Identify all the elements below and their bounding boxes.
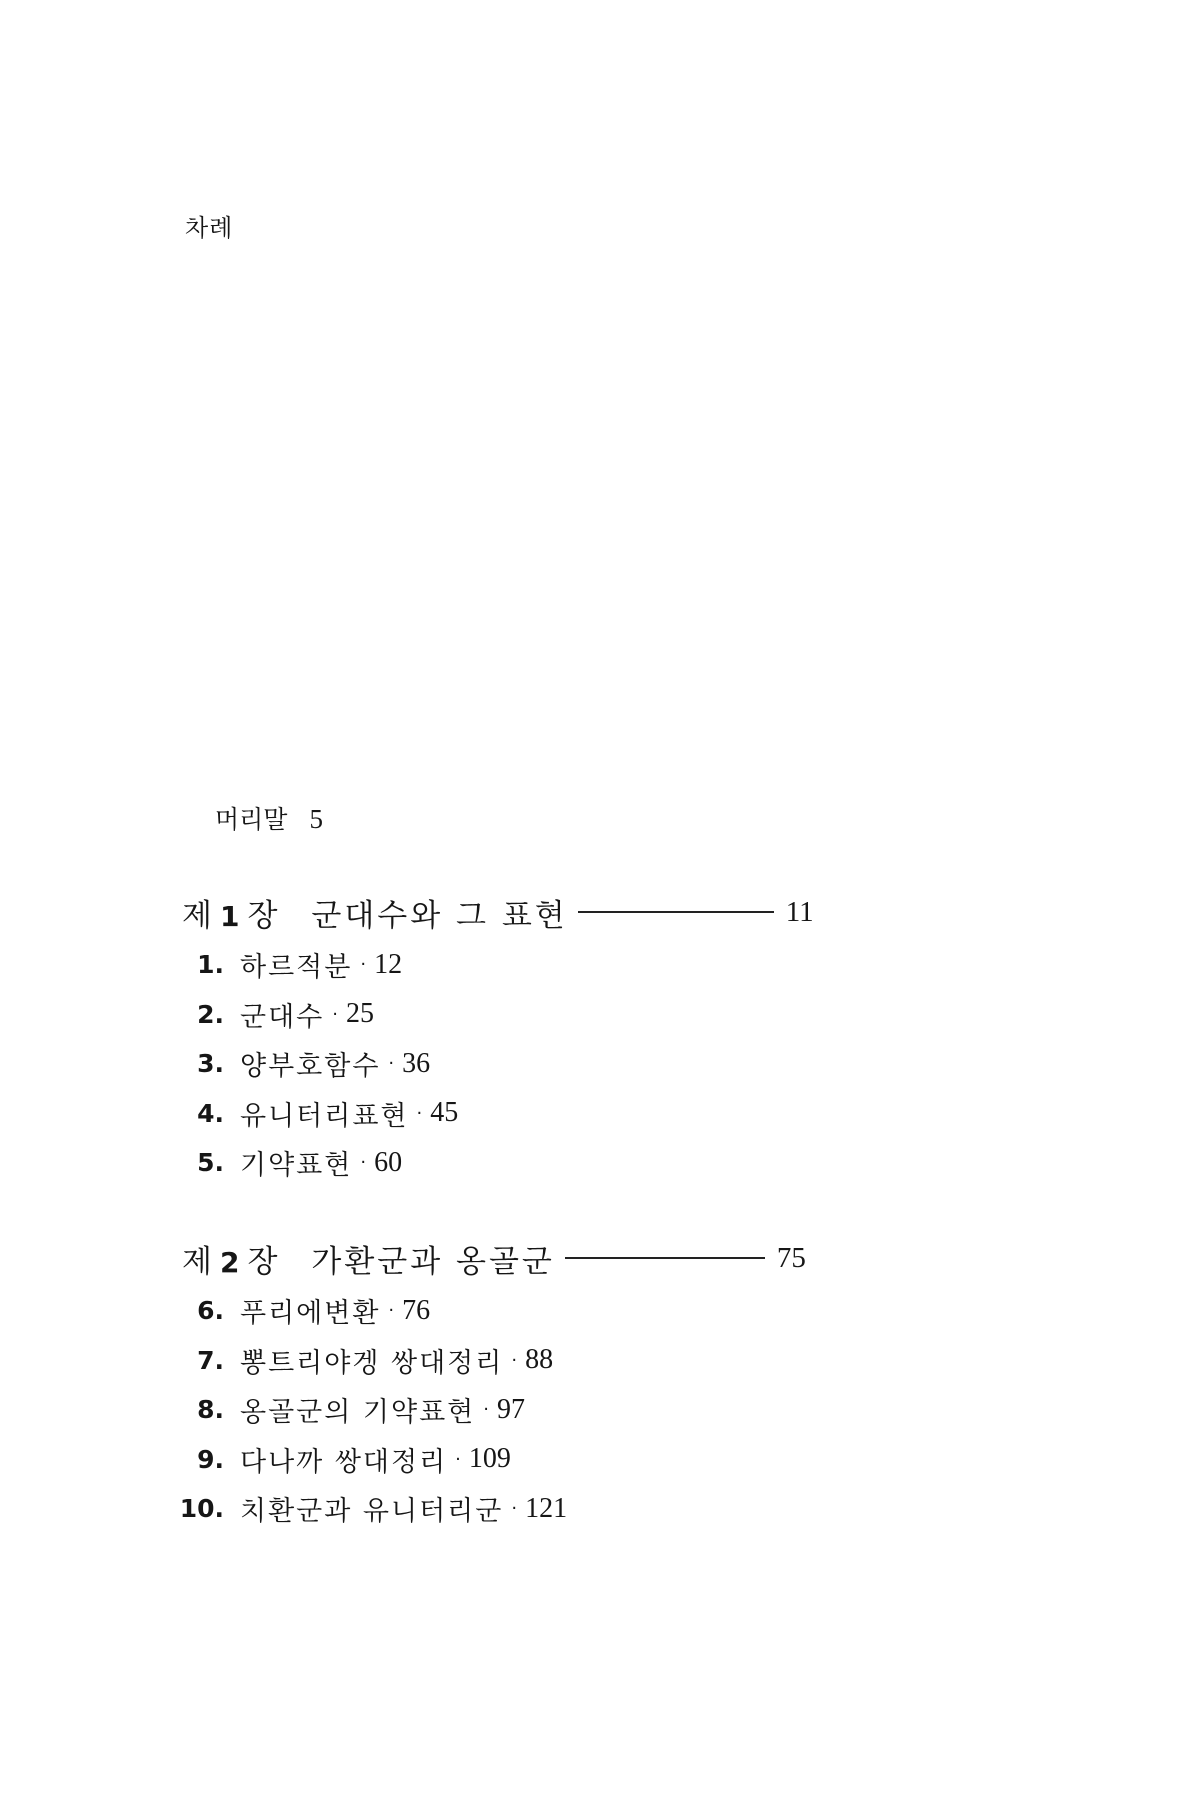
entry-number: 7. <box>197 1345 224 1375</box>
page-title: 차례 <box>185 214 234 242</box>
entry-title: 옹골군의 기약표현 <box>240 1397 476 1429</box>
entry-page: 45 <box>430 1097 459 1129</box>
entry-title: 다나까 쌍대정리 <box>240 1446 448 1478</box>
entry-title: 군대수 <box>240 1001 325 1033</box>
entry-page: 12 <box>374 948 403 980</box>
entry-separator: · <box>455 1448 461 1470</box>
entry-page: 76 <box>402 1294 431 1326</box>
entry-page: 36 <box>402 1047 431 1079</box>
chapter-label-suffix: 장 <box>247 897 280 934</box>
chapter-title: 가환군과 옹골군 <box>311 1243 555 1280</box>
entry-title: 푸리에변환 <box>240 1298 381 1330</box>
entry-page: 97 <box>496 1393 525 1425</box>
entry-page: 60 <box>374 1146 403 1178</box>
chapter-page: 11 <box>785 895 814 928</box>
entry-number: 9. <box>197 1444 224 1474</box>
entry-separator: · <box>388 1300 395 1322</box>
preface-label: 머리말 <box>215 805 288 834</box>
entry-separator: · <box>483 1399 489 1421</box>
toc-entry <box>182 940 814 990</box>
entry-title: 뽕트리야겡 쌍대정리 <box>240 1347 504 1379</box>
entry-page: 109 <box>468 1443 511 1475</box>
toc-entry <box>182 1089 814 1139</box>
toc-chapter-2 <box>179 1236 806 1534</box>
entry-separator: · <box>360 1152 367 1174</box>
chapter-label-suffix: 장 <box>247 1243 280 1280</box>
entry-title: 하르적분 <box>240 952 353 984</box>
chapter-label <box>182 890 279 935</box>
entry-separator: · <box>416 1102 423 1124</box>
toc-entry <box>182 1385 806 1435</box>
toc-entry <box>182 990 814 1040</box>
entry-page: 88 <box>525 1344 554 1376</box>
chapter-label-prefix: 제 <box>182 897 214 934</box>
toc-entry <box>182 1336 806 1386</box>
entry-number: 4. <box>197 1098 224 1128</box>
chapter-number: 1 <box>219 899 242 933</box>
leader-line <box>578 911 774 913</box>
toc-entry <box>182 1286 806 1336</box>
entry-separator: · <box>360 954 367 976</box>
chapter-heading <box>182 890 814 934</box>
chapter-page: 75 <box>776 1241 806 1274</box>
entry-title: 치환군과 유니터리군 <box>240 1496 504 1528</box>
entry-separator: · <box>332 1003 338 1025</box>
entry-number: 2. <box>197 999 224 1029</box>
entry-title: 기약표현 <box>240 1150 353 1182</box>
toc-entry <box>182 1138 814 1188</box>
toc-entry <box>182 1039 814 1089</box>
entry-separator: · <box>388 1053 395 1075</box>
entry-separator: · <box>511 1498 518 1520</box>
entry-number: 1. <box>197 950 224 980</box>
chapter-entries <box>179 1286 806 1534</box>
toc-entry <box>182 1435 806 1485</box>
toc-preface <box>215 800 323 836</box>
entry-title: 유니터리표현 <box>240 1100 409 1132</box>
leader-line <box>565 1257 765 1259</box>
chapter-heading <box>182 1236 806 1280</box>
chapter-title: 군대수와 그 표현 <box>311 897 568 934</box>
chapter-number: 2 <box>219 1245 242 1279</box>
entry-separator: · <box>511 1349 518 1371</box>
entry-number: 5. <box>197 1148 224 1178</box>
preface-page: 5 <box>309 804 323 834</box>
toc-chapter-1 <box>182 890 814 1188</box>
entry-number: 3. <box>197 1049 224 1079</box>
toc-entry <box>179 1484 806 1534</box>
entry-number: 6. <box>197 1296 224 1326</box>
entry-number: 8. <box>197 1395 224 1425</box>
chapter-label <box>182 1236 279 1281</box>
chapter-entries <box>182 940 814 1188</box>
entry-title: 양부호함수 <box>240 1051 381 1083</box>
entry-page: 121 <box>525 1492 568 1524</box>
chapter-label-prefix: 제 <box>182 1243 214 1280</box>
entry-page: 25 <box>345 998 374 1030</box>
entry-number: 10. <box>179 1494 224 1524</box>
